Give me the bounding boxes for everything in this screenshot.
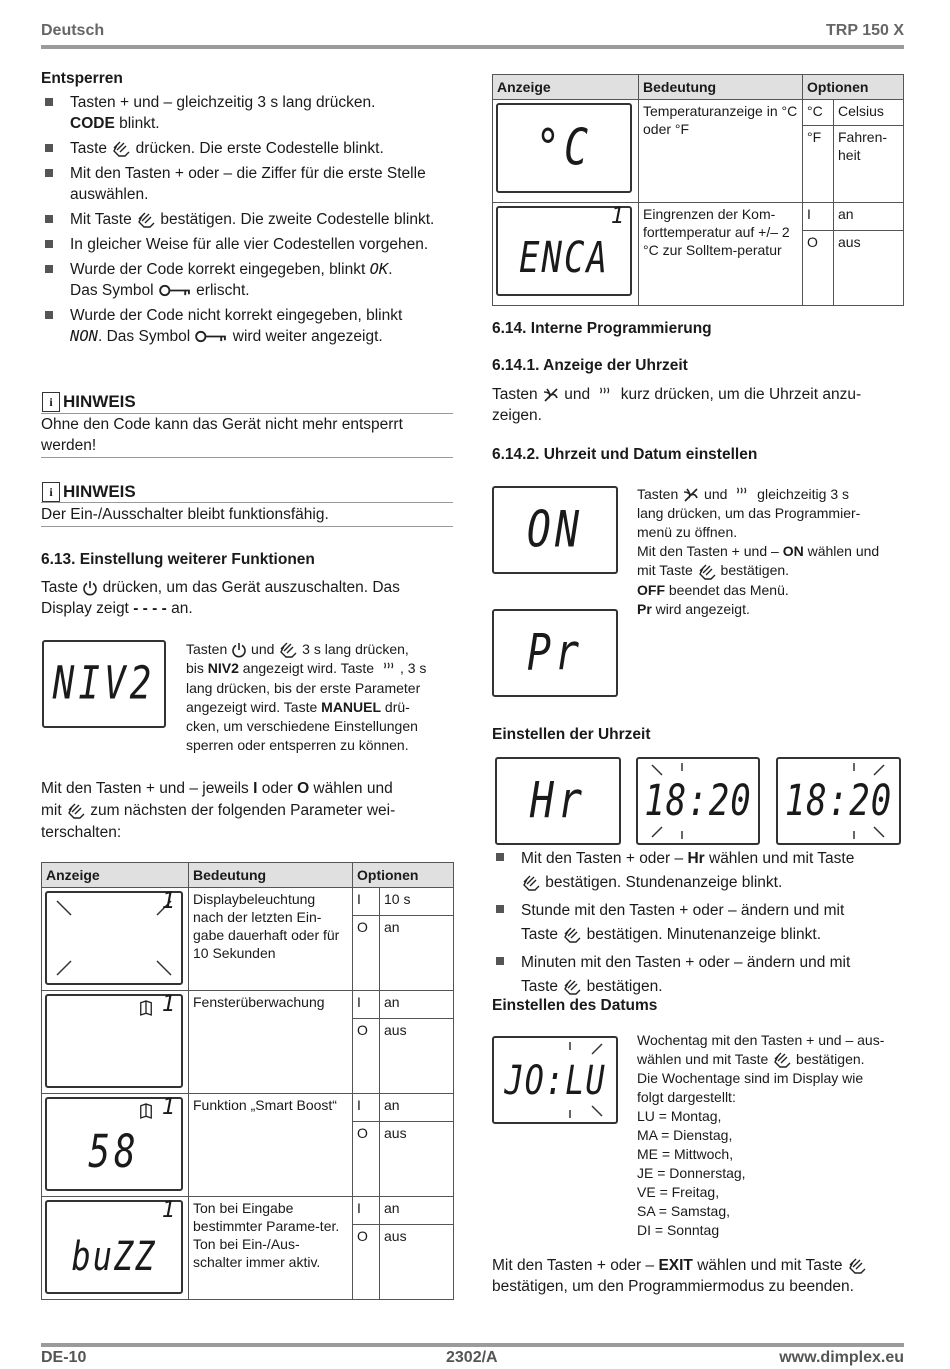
fan-icon	[542, 386, 560, 404]
table-cell-display	[493, 100, 639, 203]
footer-version: 2302/A	[446, 1349, 498, 1366]
header-model: TRP 150 X	[826, 22, 904, 39]
header-language: Deutsch	[41, 22, 105, 39]
param-intro: Mit den Tasten + und – jeweils I oder O wählen und mit zum nächsten der folgenden Parameter wei- terschalten:	[41, 780, 396, 841]
weekday-item: SA = Samstag,	[637, 1203, 730, 1220]
list-item: In gleicher Weise für alle vier Codestellen vorgehen.	[41, 234, 459, 255]
boost-icon	[594, 386, 616, 404]
touch-icon	[697, 563, 717, 581]
touch-icon	[847, 1257, 867, 1275]
list-item: Mit den Tasten + oder – Hr wählen und mit Taste bestätigen. Stundenanzeige blinkt.	[492, 847, 912, 895]
boost-icon	[378, 661, 400, 679]
boost-icon	[731, 486, 753, 504]
table-row: 1 58 Funktion „Smart Boost“ I an	[42, 1094, 454, 1122]
date-title: Einstellen des Datums	[492, 997, 658, 1014]
lcd-celsius: °C	[496, 103, 632, 193]
lcd-window: 1	[45, 994, 183, 1088]
section-6-14-2-title: 6.14.2. Uhrzeit und Datum einstellen	[492, 446, 758, 463]
table-cell-display	[42, 991, 189, 1094]
list-item: Minuten mit den Tasten + oder – ändern und mit Taste bestätigen.	[492, 951, 912, 999]
note1-rule-bottom	[41, 457, 453, 458]
section-6-13-title: 6.13. Einstellung weiterer Funktionen	[41, 551, 315, 568]
weekday-item: LU = Montag,	[637, 1108, 722, 1125]
table-header: Anzeige	[493, 75, 639, 100]
touch-icon	[111, 140, 131, 158]
list-item: Wurde der Code korrekt eingegeben, blinkt OK. Das Symbol erlischt.	[41, 259, 459, 301]
table-cell-display	[42, 1197, 189, 1300]
unlock-title: Entsperren	[41, 70, 123, 87]
weekday-item: JE = Donnerstag,	[637, 1165, 746, 1182]
clock-title: Einstellen der Uhrzeit	[492, 726, 651, 743]
table-header: Anzeige	[42, 863, 189, 888]
table-cell-display	[42, 1094, 189, 1197]
lcd-buzz: 1 buZZ	[45, 1200, 183, 1294]
lcd-on: ON	[492, 486, 618, 574]
key-icon	[194, 330, 228, 343]
note2-rule-top	[41, 502, 453, 503]
left-parameter-table: Anzeige Bedeutung Optionen 1 Displaybeleuchtung nach der letzten Ein-gabe dauerhaft oder für 10 Sekunden I 10 s O an 1 Fensterüberwachung I an O aus 1 58 Funktion „Smart Boost“ I an O aus 1 buZZ Ton bei Eingabe bestimmter Parame-ter. Ton bei Ein-/Aus-schalter immer aktiv. I an O aus	[41, 862, 454, 1300]
footer-url: www.dimplex.eu	[779, 1349, 904, 1366]
note2-rule-bottom	[41, 526, 453, 527]
weekday-item: ME = Mittwoch,	[637, 1146, 734, 1163]
right-parameter-table: Anzeige Bedeutung Optionen °C Temperaturanzeige in °C oder °F °C Celsius °F Fahren-heit 1 ENCA Eingrenzen der Kom-forttemperatur auf +/– 2 °C zur Solltem-peratur I an O aus	[492, 74, 904, 306]
weekday-item: DI = Sonntag	[637, 1222, 720, 1239]
note2-title: i HINWEIS	[42, 482, 136, 502]
key-icon	[158, 284, 192, 297]
lcd-smart-boost: 1 58	[45, 1097, 183, 1191]
touch-icon	[66, 802, 86, 820]
touch-icon	[278, 641, 298, 659]
date-text: Wochentag mit den Tasten + und – aus- wählen und mit Taste bestätigen. Die Wochentage sind im Display wie folgt dargestellt: LU = Montag, MA = Dienstag, ME = Mittwoch, JE = Donnerstag, VE = Freitag, SA = Samstag, DI = Sonntag	[637, 1032, 885, 1239]
table-cell-meaning: Ton bei Eingabe bestimmter Parame-ter. Ton bei Ein-/Aus-schalter immer aktiv.	[189, 1197, 353, 1300]
lcd-date: JO:LU	[492, 1036, 618, 1124]
list-item: Mit den Tasten + oder – die Ziffer für die erste Stelle auswählen.	[41, 163, 459, 205]
header-rule	[41, 45, 904, 49]
weekday-item: VE = Freitag,	[637, 1184, 720, 1201]
section-6-14-2-text: Tasten und gleichzeitig 3 s lang drücken, um das Programmier- menü zu öffnen. Mit den Tasten + und – ON wählen und mit Taste bestätigen. OFF beendet das Menü. Pr wird angezeigt.	[637, 486, 880, 617]
info-icon: i	[42, 482, 60, 502]
table-cell-display	[42, 888, 189, 991]
list-item: Taste drücken. Die erste Codestelle blinkt.	[41, 138, 459, 159]
list-item: Wurde der Code nicht korrekt eingegeben, blinkt NON. Das Symbol wird weiter angezeigt.	[41, 305, 459, 347]
touch-icon	[562, 978, 582, 996]
lcd-enca: 1 ENCA	[496, 206, 632, 296]
table-header: Optionen	[803, 75, 904, 100]
info-icon: i	[42, 392, 60, 412]
niv2-description: Tasten und 3 s lang drücken, bis NIV2 angezeigt wird. Taste , 3 s lang drücken, bis der erste Parameter angezeigt wird. Taste MANUEL drü- cken, um verschiedene Einstellungen sperren oder entsperren zu können.	[186, 641, 427, 753]
touch-icon	[521, 874, 541, 892]
footer-page: DE-10	[41, 1349, 87, 1366]
clock-steps	[492, 847, 912, 1003]
table-row: 1 Fensterüberwachung I an	[42, 991, 454, 1019]
table-header: Bedeutung	[639, 75, 803, 100]
window-icon	[139, 1103, 153, 1119]
table-header: Bedeutung	[189, 863, 353, 888]
table-row: 1 ENCA Eingrenzen der Kom-forttemperatur auf +/– 2 °C zur Solltem-peratur I an	[493, 203, 904, 231]
section-6-14-1-title: 6.14.1. Anzeige der Uhrzeit	[492, 357, 688, 374]
table-header: Optionen	[353, 863, 454, 888]
table-cell-meaning: Fensterüberwachung	[189, 991, 353, 1094]
table-cell-meaning: Eingrenzen der Kom-forttemperatur auf +/– 2 °C zur Solltem-peratur	[639, 203, 803, 306]
list-item: Tasten + und – gleichzeitig 3 s lang drücken. CODE blinkt.	[41, 92, 459, 134]
lcd-niv2: NIV2	[42, 640, 166, 728]
lcd-ok: OK	[369, 260, 389, 278]
note1-text: Ohne den Code kann das Gerät nicht mehr entsperrt werden!	[41, 416, 403, 454]
touch-icon	[772, 1051, 792, 1069]
section-6-14-1-text: Tasten und kurz drücken, um die Uhrzeit anzu- zeigen.	[492, 386, 862, 424]
power-icon	[82, 580, 98, 596]
lcd-backlight: 1	[45, 891, 183, 985]
table-row: 1 buZZ Ton bei Eingabe bestimmter Parame-ter. Ton bei Ein-/Aus-schalter immer aktiv. I an	[42, 1197, 454, 1225]
table-row: 1 Displaybeleuchtung nach der letzten Ein-gabe dauerhaft oder für 10 Sekunden I 10 s	[42, 888, 454, 916]
table-cell-meaning: Temperaturanzeige in °C oder °F	[639, 100, 803, 203]
footer-rule	[41, 1343, 904, 1347]
exit-text: Mit den Tasten + oder – EXIT wählen und mit Taste bestätigen, um den Programmiermodus zu beenden.	[492, 1255, 908, 1297]
note2-text: Der Ein-/Ausschalter bleibt funktionsfähig.	[41, 506, 329, 523]
lcd-pr: Pr	[492, 609, 618, 697]
touch-icon	[136, 211, 156, 229]
touch-icon	[562, 926, 582, 944]
fan-icon	[682, 486, 700, 504]
lcd-clock-minutes-blink: 18:20	[776, 757, 901, 845]
list-item: Stunde mit den Tasten + oder – ändern und mit Taste bestätigen. Minutenanzeige blinkt.	[492, 899, 912, 947]
power-icon	[231, 642, 247, 658]
table-row: °C Temperaturanzeige in °C oder °F °C Celsius	[493, 100, 904, 126]
section-6-13-intro: Taste drücken, um das Gerät auszuschalten. Das Display zeigt - - - - an.	[41, 579, 400, 617]
list-item: Mit Taste bestätigen. Die zweite Codestelle blinkt.	[41, 209, 459, 230]
weekday-item: MA = Dienstag,	[637, 1127, 733, 1144]
unlock-steps	[41, 92, 459, 351]
window-icon	[139, 1000, 153, 1016]
lcd-non: NON	[70, 327, 98, 345]
lcd-clock-hours-blink: 18:20	[636, 757, 760, 845]
table-cell-meaning: Funktion „Smart Boost“	[189, 1094, 353, 1197]
section-6-14-title: 6.14. Interne Programmierung	[492, 320, 712, 337]
lcd-hr: Hr	[495, 757, 621, 845]
note1-title: i HINWEIS	[42, 392, 136, 412]
table-cell-display	[493, 203, 639, 306]
table-cell-meaning: Displaybeleuchtung nach der letzten Ein-gabe dauerhaft oder für 10 Sekunden	[189, 888, 353, 991]
